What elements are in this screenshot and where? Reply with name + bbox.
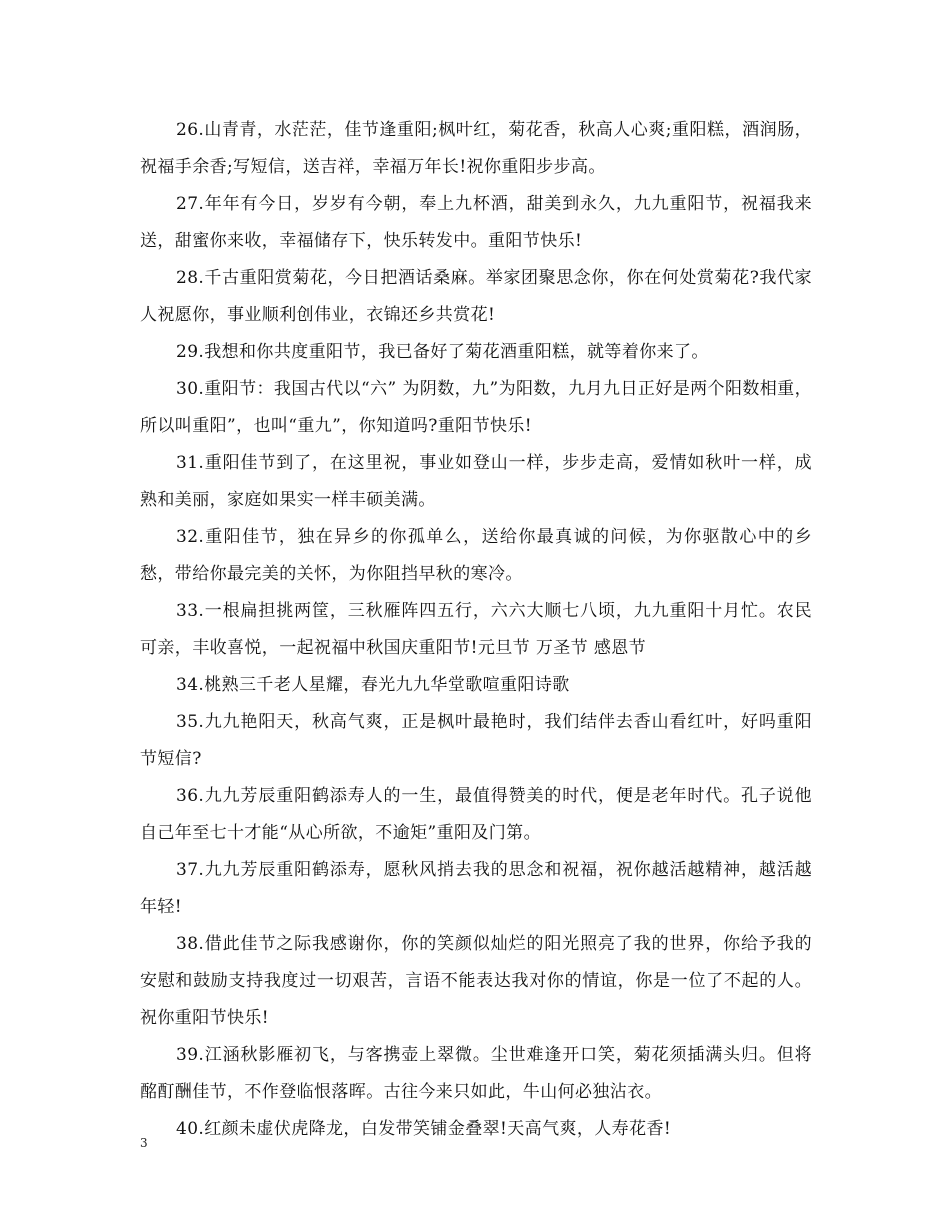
paragraph-33: 33.一根扁担挑两筐，三秋雁阵四五行，六六大顺七八顷，九九重阳十月忙。农民可亲，丰收喜悦，一起祝福中秋国庆重阳节!元旦节 万圣节 感恩节 bbox=[140, 601, 812, 658]
paragraph-31: 31.重阳佳节到了，在这里祝，事业如登山一样，步步走高，爱情如秋叶一样，成熟和美丽，家庭如果实一样丰硕美满。 bbox=[140, 453, 812, 510]
paragraph-26: 26.山青青，水茫茫，佳节逢重阳;枫叶红，菊花香，秋高人心爽;重阳糕，酒润肠，祝福手余香;写短信，送吉祥，幸福万年长!祝你重阳步步高。 bbox=[140, 120, 812, 177]
paragraph-36: 36.九九芳辰重阳鹤添寿人的一生，最值得赞美的时代，便是老年时代。孔子说他自己年至七十才能“从心所欲，不逾矩”重阳及门第。 bbox=[140, 786, 812, 843]
paragraph-34: 34.桃熟三千老人星耀，春光九九华堂歌喧重阳诗歌 bbox=[176, 675, 570, 695]
paragraph-28: 28.千古重阳赏菊花，今日把酒话桑麻。举家团聚思念你，你在何处赏菊花?我代家人祝愿你，事业顺利创伟业，衣锦还乡共赏花! bbox=[140, 268, 812, 325]
page-number: 3 bbox=[140, 1136, 148, 1150]
paragraph-32: 32.重阳佳节，独在异乡的你孤单么，送给你最真诚的问候，为你驱散心中的乡愁，带给你最完美的关怀，为你阻挡早秋的寒冷。 bbox=[140, 527, 812, 584]
paragraph-39: 39.江涵秋影雁初飞，与客携壶上翠微。尘世难逢开口笑，菊花须插满头归。但将酩酊酬佳节，不作登临恨落晖。古往今来只如此，牛山何必独沾衣。 bbox=[140, 1045, 812, 1102]
paragraph-29: 29.我想和你共度重阳节，我已备好了菊花酒重阳糕，就等着你来了。 bbox=[176, 342, 709, 362]
paragraph-38: 38.借此佳节之际我感谢你，你的笑颜似灿烂的阳光照亮了我的世界，你给予我的安慰和鼓励支持我度过一切艰苦，言语不能表达我对你的情谊，你是一位了不起的人。祝你重阳节快乐! bbox=[140, 934, 812, 1028]
document-body bbox=[140, 112, 812, 1148]
paragraph-40: 40.红颜未虚伏虎降龙，白发带笑铺金叠翠!天高气爽，人寿花香! bbox=[176, 1119, 672, 1139]
paragraph-30: 30.重阳节：我国古代以“六” 为阴数，九”为阳数，九月九日正好是两个阳数相重，所以叫重阳”，也叫“重九”，你知道吗?重阳节快乐! bbox=[140, 379, 812, 436]
paragraph-27: 27.年年有今日，岁岁有今朝，奉上九杯酒，甜美到永久，九九重阳节，祝福我来送，甜蜜你来收，幸福储存下，快乐转发中。重阳节快乐! bbox=[140, 194, 812, 251]
paragraph-37: 37.九九芳辰重阳鹤添寿，愿秋风捎去我的思念和祝福，祝你越活越精神，越活越年轻! bbox=[140, 860, 812, 917]
paragraph-35: 35.九九艳阳天，秋高气爽，正是枫叶最艳时，我们结伴去香山看红叶，好吗重阳节短信? bbox=[140, 712, 812, 769]
